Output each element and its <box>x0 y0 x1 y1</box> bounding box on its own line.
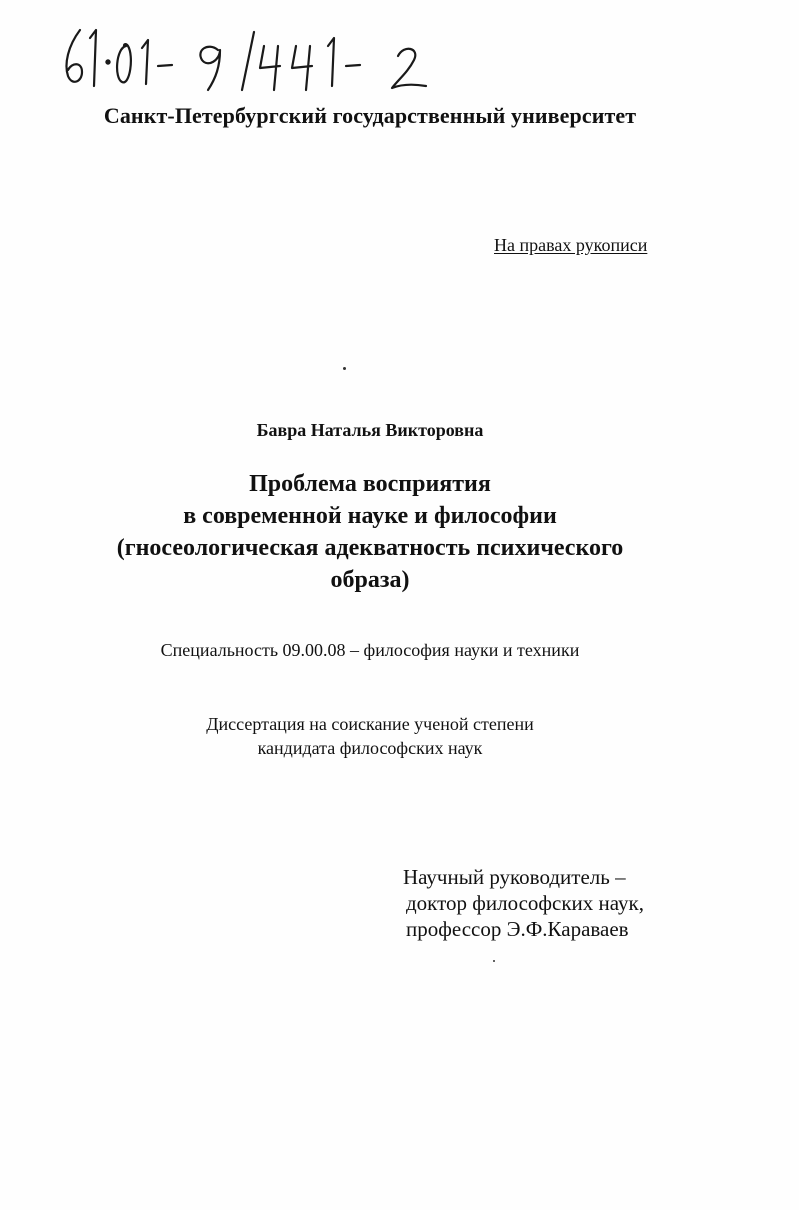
scan-speck <box>493 960 495 962</box>
specialty-line: Специальность 09.00.08 – философия науки и техники <box>160 640 580 660</box>
supervisor-name: профессор Э.Ф.Караваев <box>406 917 629 941</box>
manuscript-rights-notice: На правах рукописи <box>494 235 648 255</box>
title-line: образа) <box>330 567 410 593</box>
title-line: (гносеологическая адекватность психического <box>116 535 624 561</box>
degree-statement <box>0 712 740 760</box>
title-line: Проблема восприятия <box>249 471 491 497</box>
supervisor-role: Научный руководитель – <box>403 865 626 889</box>
handwritten-archive-code <box>58 16 478 96</box>
university-name: Санкт-Петербургский государственный университет <box>103 103 637 128</box>
scientific-supervisor <box>403 864 644 942</box>
dissertation-title <box>60 468 680 596</box>
scan-speck <box>343 367 346 370</box>
title-line: в современной науке и философии <box>183 503 557 529</box>
author-name: Бавра Наталья Викторовна <box>256 420 484 440</box>
handwritten-code-drawing <box>58 16 478 96</box>
supervisor-degree: доктор философских наук, <box>406 891 644 915</box>
degree-statement-line: кандидата философских наук <box>257 738 483 758</box>
degree-statement-line: Диссертация на соискание ученой степени <box>206 714 534 734</box>
